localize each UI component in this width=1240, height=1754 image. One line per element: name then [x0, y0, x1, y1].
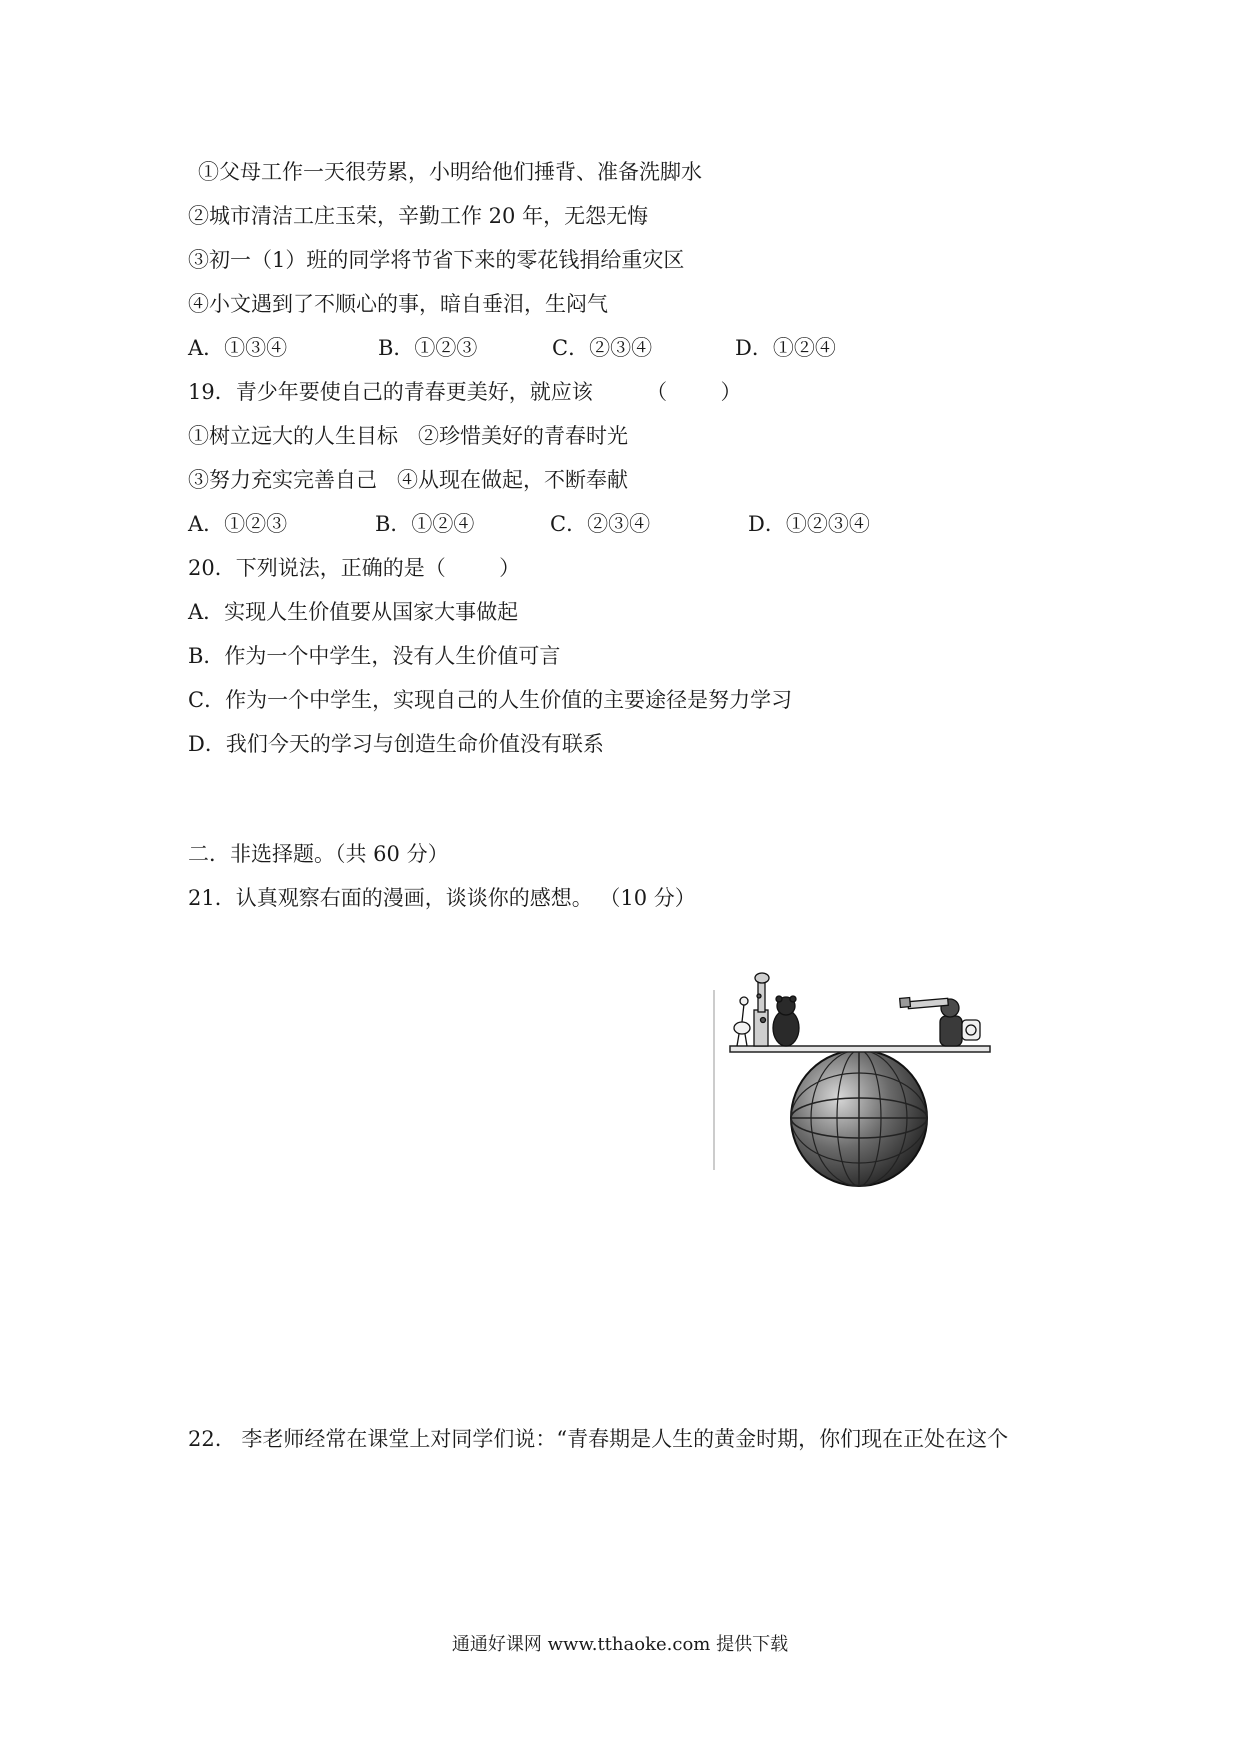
q20-option-b: B．作为一个中学生，没有人生价值可言	[188, 644, 561, 668]
q19-option-c: C．②③④	[550, 512, 651, 536]
q18-option-b: B．①②③	[378, 336, 478, 360]
q19-option-b: B．①②④	[375, 512, 475, 536]
q18-item-3: ③初一（1）班的同学将节省下来的零花钱捐给重灾区	[188, 248, 685, 272]
q20-option-a: A．实现人生价值要从国家大事做起	[188, 600, 519, 624]
q18-option-c: C．②③④	[552, 336, 653, 360]
section-2-heading: 二．非选择题。（共 60 分）	[188, 842, 449, 866]
q19-option-a: A．①②③	[188, 512, 288, 536]
q20-option-d: D．我们今天的学习与创造生命价值没有联系	[188, 732, 604, 756]
seesaw-plank	[730, 1046, 990, 1052]
q19-item-1: ①树立远大的人生目标 ②珍惜美好的青春时光	[188, 424, 629, 448]
telescope-figure-icon	[900, 998, 980, 1046]
globe-icon	[791, 1050, 927, 1186]
q19-stem: 19．青少年要使自己的青春更美好，就应该 （ ）	[188, 380, 742, 404]
q18-item-4: ④小文遇到了不顺心的事，暗自垂泪，生闷气	[188, 292, 608, 316]
q18-option-a: A．①③④	[188, 336, 288, 360]
q18-item-2: ②城市清洁工庄玉荣，辛勤工作 20 年，无怨无悔	[188, 204, 649, 228]
q20-option-c: C．作为一个中学生，实现自己的人生价值的主要途径是努力学习	[188, 688, 793, 712]
q18-options	[188, 334, 988, 362]
q19-option-d: D．①②③④	[748, 512, 870, 536]
q22-stem: 22. 李老师经常在课堂上对同学们说：“青春期是人生的黄金时期，你们现在正处在这个	[188, 1427, 1009, 1451]
q21-stem: 21．认真观察右面的漫画，谈谈你的感想。 （10 分）	[188, 886, 696, 910]
animal-group-icon	[734, 973, 799, 1046]
seesaw-globe-cartoon	[712, 970, 1002, 1195]
q20-stem: 20．下列说法，正确的是（ ）	[188, 556, 521, 580]
q19-options	[188, 510, 988, 538]
q18-option-d: D．①②④	[735, 336, 836, 360]
q19-item-2: ③努力充实完善自己 ④从现在做起，不断奉献	[188, 468, 629, 492]
page-footer: 通通好课网 www.tthaoke.com 提供下载	[451, 1634, 789, 1655]
q18-item-1: ①父母工作一天很劳累，小明给他们捶背、准备洗脚水	[198, 160, 702, 184]
